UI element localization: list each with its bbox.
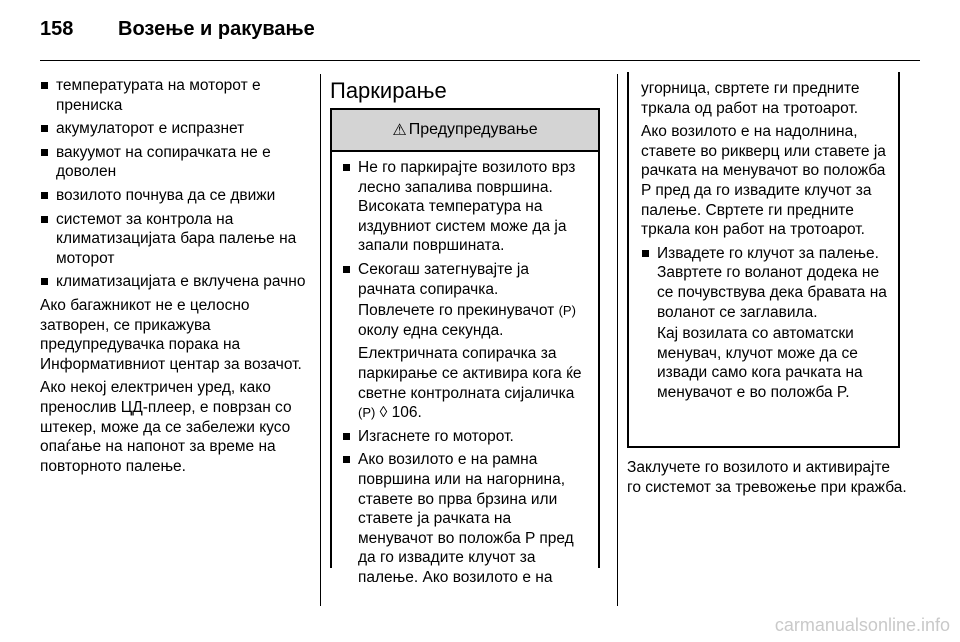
body-paragraph: угорница, свртете ги предните тркала од работ на тротоарот. xyxy=(641,80,860,117)
left-column xyxy=(40,76,310,480)
list-item: Изгаснете го моторот. xyxy=(342,427,590,447)
list-item: системот за контрола на климатизацијата бара палење на моторот xyxy=(40,210,310,269)
warning-body-continued xyxy=(629,72,898,403)
page-reference: 106. xyxy=(391,404,422,422)
list-item: Ако возилото е на рамна површина или на нагорнина, ставете во прва брзина или ставете ја рачката на менувачот во положба P пред да го извадите клучот за палење. Ако возилото е на xyxy=(342,450,590,587)
body-paragraph: Ако багажникот не е целосно затворен, се прикажува предупредувачка порака на Информативниот центар за возачот. xyxy=(40,296,302,373)
list-item xyxy=(641,244,890,403)
list-item: вакуумот на сопирачката не е доволен xyxy=(40,143,310,182)
list-item: климатизацијата е вклучена рачно xyxy=(40,272,310,292)
header-rule xyxy=(40,60,920,61)
parking-brake-icon: (P) xyxy=(358,405,376,421)
right-column-text xyxy=(627,458,907,501)
column-divider-2 xyxy=(617,74,618,606)
column-divider-1 xyxy=(320,74,321,606)
body-paragraph: Заклучете го возилото и активирајте го системот за тревожење при кражба. xyxy=(627,459,907,496)
section-title: Паркирање xyxy=(330,78,447,103)
sub-paragraph: Кај возилата со автоматски менувач, клучот може да се извади само кога рачката на менувачот е во положба P. xyxy=(657,325,863,401)
parking-brake-icon: (P) xyxy=(558,303,576,319)
body-paragraph: Ако некој електричен уред, како пренослив ЦД-плеер, е поврзан со штекер, може да се забележи кусо опаѓање на напонот за време на повторното палење. xyxy=(40,379,292,475)
list-item: Не го паркирајте возилото врз лесно запалива површина. Високата температура на издувниот систем може да ја запали површината. xyxy=(342,158,590,256)
watermark: carmanualsonline.info xyxy=(774,615,950,635)
list-item-text: Извадете го клучот за палење. Завртете го воланот додека не се почувствува дека бравата на воланот се заглавила. xyxy=(657,244,887,321)
warning-box-continued xyxy=(627,72,900,448)
list-item: акумулаторот е испразнет xyxy=(40,119,310,139)
warning-heading: Предупредување xyxy=(408,121,538,138)
page-header xyxy=(40,12,920,52)
list-item: возилото почнува да се движи xyxy=(40,186,310,206)
warning-header xyxy=(332,110,598,152)
page-reference-arrow-icon: ◊ xyxy=(379,404,388,422)
chapter-title: Возење и ракување xyxy=(118,18,315,40)
body-paragraph: Ако возилото е на надолнина, ставете во рикверц или ставете ја рачката на менувачот во положба P пред да го извадите клучот за палење. Свртете ги предните тркала кон работ на тротоарот. xyxy=(641,123,886,239)
list-item-text: Секогаш затегнувајте ја рачната сопирачка. xyxy=(358,260,529,298)
list-item: температурата на моторот е прениска xyxy=(40,76,310,115)
warning-body xyxy=(332,152,598,587)
warning-box xyxy=(330,108,600,586)
warning-triangle-icon: ⚠ xyxy=(392,122,407,139)
page-number: 158 xyxy=(40,18,74,40)
condition-list xyxy=(40,76,310,292)
sub-paragraph: Електричната сопирачка за паркирање се активира кога ќе светне контролната сијаличка (P) ◊ 106. xyxy=(358,345,582,422)
sub-paragraph: Повлечете го прекинувачот (P) околу една секунда. xyxy=(358,302,576,339)
list-item xyxy=(342,260,590,423)
